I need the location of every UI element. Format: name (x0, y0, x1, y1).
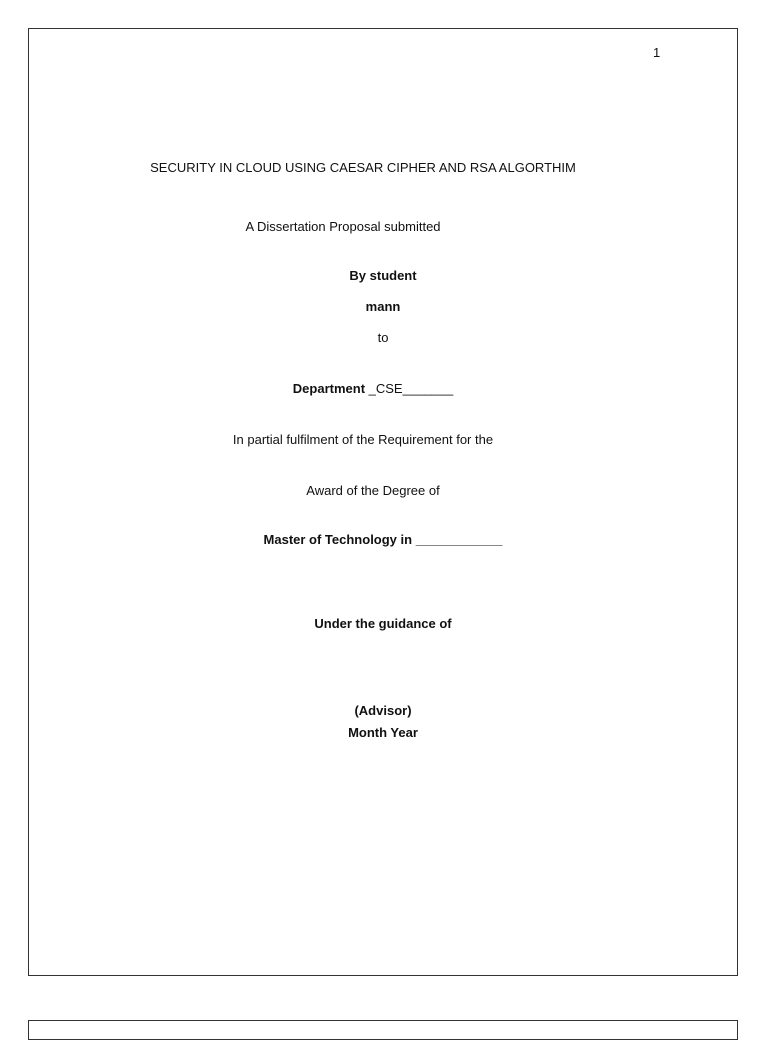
date-text: Month Year (348, 725, 418, 740)
guidance-text: Under the guidance of (314, 616, 452, 631)
page-number: 1 (653, 45, 661, 60)
by-student-label: By student (349, 268, 417, 283)
award-text: Award of the Degree of (306, 483, 440, 498)
document-title: SECURITY IN CLOUD USING CAESAR CIPHER AND RSA ALGORTHIM (150, 160, 576, 175)
department-value: _CSE_______ (365, 381, 454, 396)
student-name: mann (365, 299, 401, 314)
degree-text: Master of Technology in ____________ (263, 532, 503, 547)
department-label: Department (292, 381, 366, 396)
to-label: to (377, 330, 389, 345)
document-page (28, 28, 738, 976)
next-page-edge (28, 1020, 738, 1040)
partial-fulfilment-text: In partial fulfilment of the Requirement for the (232, 432, 494, 447)
department-line (19, 381, 727, 396)
advisor-text: (Advisor) (354, 703, 412, 718)
proposal-subtitle: A Dissertation Proposal submitted (245, 219, 441, 234)
